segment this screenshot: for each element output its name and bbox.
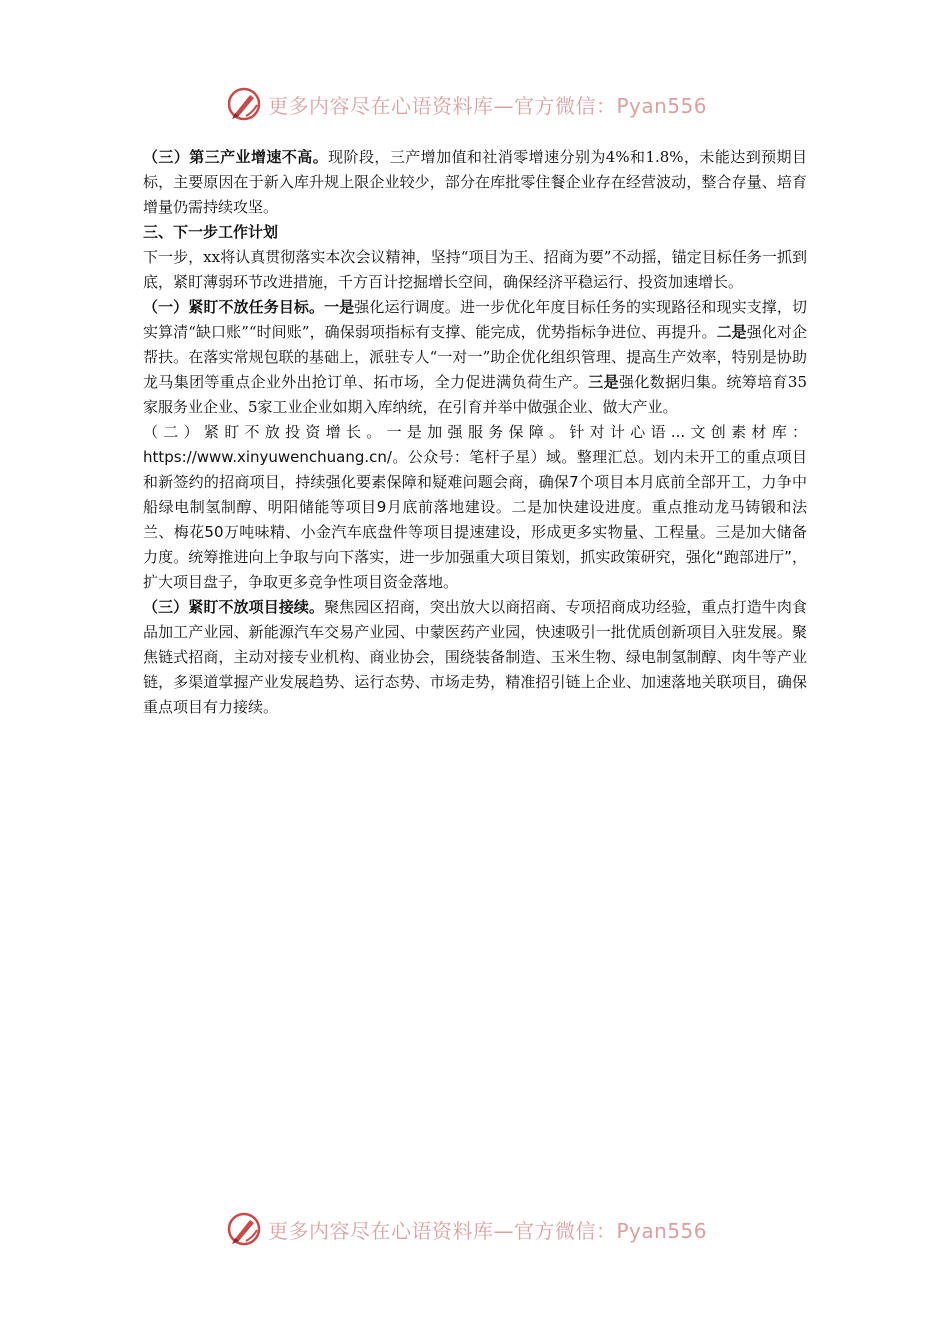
text-first: 强化运行调度。进一步优化年度目标任务的实现路径和现实支撑，切实算清“缺口账”“时间账”，确保弱项指标有支撑、能完成，优势指标争进位、再提升。 bbox=[143, 298, 807, 341]
heading-project-continuity: （三）紧盯不放项目接续。 bbox=[143, 598, 325, 616]
banner-text: 更多内容尽在心语资料库—官方微信：Pyan556 bbox=[268, 1218, 708, 1243]
pen-logo-icon bbox=[226, 86, 262, 122]
document-body bbox=[143, 145, 807, 720]
paragraph-investment-growth: （二）紧盯不放投资增长。一是加强服务保障。针对计心语...文创素材库：https://www.xinyuwenchuang.cn/。公众号：笔杆子星）域。整理汇总。划内未开工的重点项目和新签约的招商项目，持续强化要素保障和疑难问题会商，确保7个项目本月底前全部开工，力争中船绿电制氢制醇、明阳储能等项目9月底前落地建设。二是加快建设进度。重点推动龙马铸锻和法兰、梅花50万吨味精、小金汽车底盘件等项目提速建设，形成更多实物量、工程量。三是加大储备力度。统筹推进向上争取与向下落实，进一步加强重大项目策划，抓实政策研究，强化“跑部进厅”，扩大项目盘子，争取更多竞争性项目资金落地。 bbox=[143, 423, 807, 591]
header-banner bbox=[226, 84, 746, 124]
text-third: 强化数据归集。统筹培育35家服务业企业、5家工业企业如期入库纳统，在引育并举中做强企业、做大产业。 bbox=[143, 373, 807, 416]
pen-logo-icon bbox=[226, 1211, 262, 1247]
paragraph-next-steps-intro: 下一步，xx将认真贯彻落实本次会议精神，坚持“项目为王、招商为要”不动摇，锚定目标任务一抓到底，紧盯薄弱环节改进措施，千方百计挖掘增长空间，确保经济平稳运行、投资加速增长。 bbox=[143, 248, 807, 291]
heading-task-targets: （一）紧盯不放任务目标。 bbox=[143, 298, 325, 316]
paragraph-project-continuity bbox=[143, 595, 807, 720]
paragraph-task-targets bbox=[143, 295, 807, 420]
text-tertiary-industry: 现阶段，三产增加值和社消零增速分别为4%和1.8%，未能达到预期目标，主要原因在于新入库升规上限企业较少，部分在库批零住餐企业存在经营波动，整合存量、培育增量仍需持续攻坚。 bbox=[143, 148, 807, 216]
text-project-continuity: 聚焦园区招商，突出放大以商招商、专项招商成功经验，重点打造牛肉食品加工产业园、新能源汽车交易产业园、中蒙医药产业园，快速吸引一批优质创新项目入驻发展。聚焦链式招商，主动对接专业机构、商业协会，围绕装备制造、玉米生物、绿电制氢制醇、肉牛等产业链，多渠道掌握产业发展趋势、运行态势、市场走势，精准招引链上企业、加速落地关联项目，确保重点项目有力接续。 bbox=[143, 598, 807, 716]
label-first: 一是 bbox=[324, 298, 355, 316]
footer-banner bbox=[226, 1209, 746, 1249]
paragraph-tertiary-industry bbox=[143, 145, 807, 220]
banner-text: 更多内容尽在心语资料库—官方微信：Pyan556 bbox=[268, 93, 708, 118]
heading-tertiary-industry: （三）第三产业增速不高。 bbox=[143, 148, 329, 166]
label-second: 二是 bbox=[716, 323, 747, 341]
label-third: 三是 bbox=[588, 373, 619, 391]
section-title-next-steps: 三、下一步工作计划 bbox=[143, 223, 279, 241]
text-second: 强化对企帮扶。在落实常规包联的基础上，派驻专人“一对一”助企优化组织管理、提高生产效率，特别是协助龙马集团等重点企业外出抢订单、拓市场，全力促进满负荷生产。 bbox=[143, 323, 807, 391]
